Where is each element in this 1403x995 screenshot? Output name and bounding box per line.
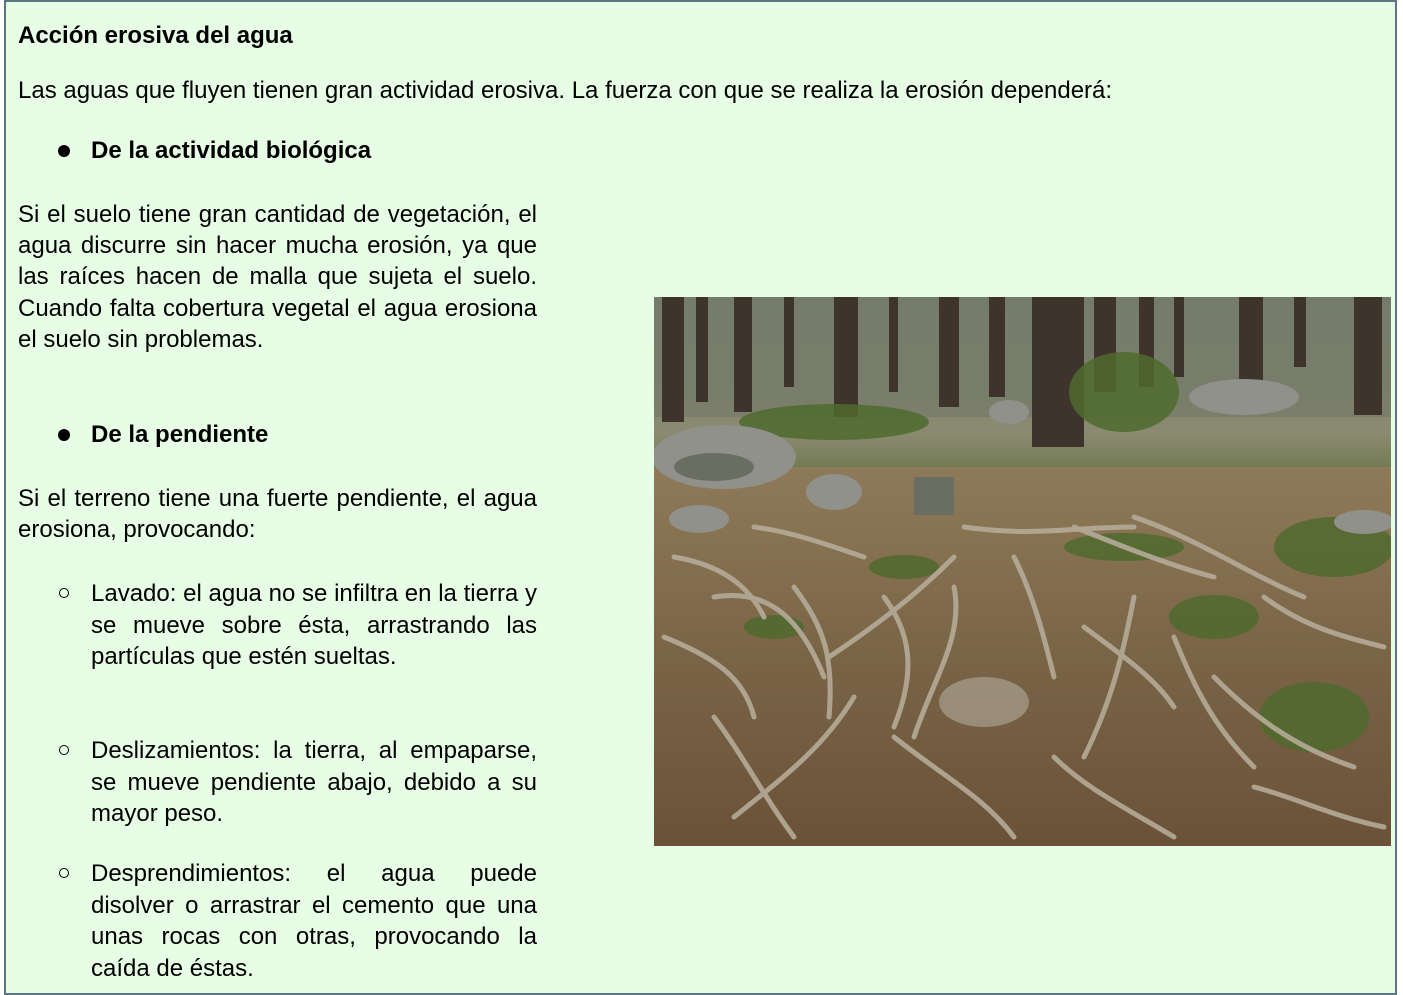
bullet-heading-biological: De la actividad biológica bbox=[91, 137, 372, 164]
sub-item-lavado: Lavado: el agua no se infiltra en la tierra y se mueve sobre ésta, arrastrando las partículas que estén sueltas. bbox=[91, 578, 537, 673]
forest-roots-photo bbox=[654, 297, 1391, 846]
sub-item-deslizamientos: Deslizamientos: la tierra, al empaparse, se mueve pendiente abajo, debido a su mayor peso. bbox=[91, 735, 537, 830]
content-panel bbox=[4, 0, 1397, 995]
biological-paragraph: Si el suelo tiene gran cantidad de vegetación, el agua discurre sin hacer mucha erosión, ya que las raíces hacen de malla que sujeta el suelo. Cuando falta cobertura vegetal el agua erosiona el suelo sin problemas. bbox=[18, 201, 537, 353]
sub-item-desprendimientos: Desprendimientos: el agua puede disolver o arrastrar el cemento que una unas rocas con otras, provocando la caída de éstas. bbox=[91, 858, 537, 984]
bullet-heading-slope: De la pendiente bbox=[91, 421, 269, 448]
slope-paragraph: Si el terreno tiene una fuerte pendiente, el agua erosiona, provocando: bbox=[18, 485, 537, 544]
intro-text: Las aguas que fluyen tienen gran actividad erosiva. La fuerza con que se realiza la erosión dependerá: bbox=[18, 77, 1113, 104]
section-title: Acción erosiva del agua bbox=[18, 22, 293, 49]
